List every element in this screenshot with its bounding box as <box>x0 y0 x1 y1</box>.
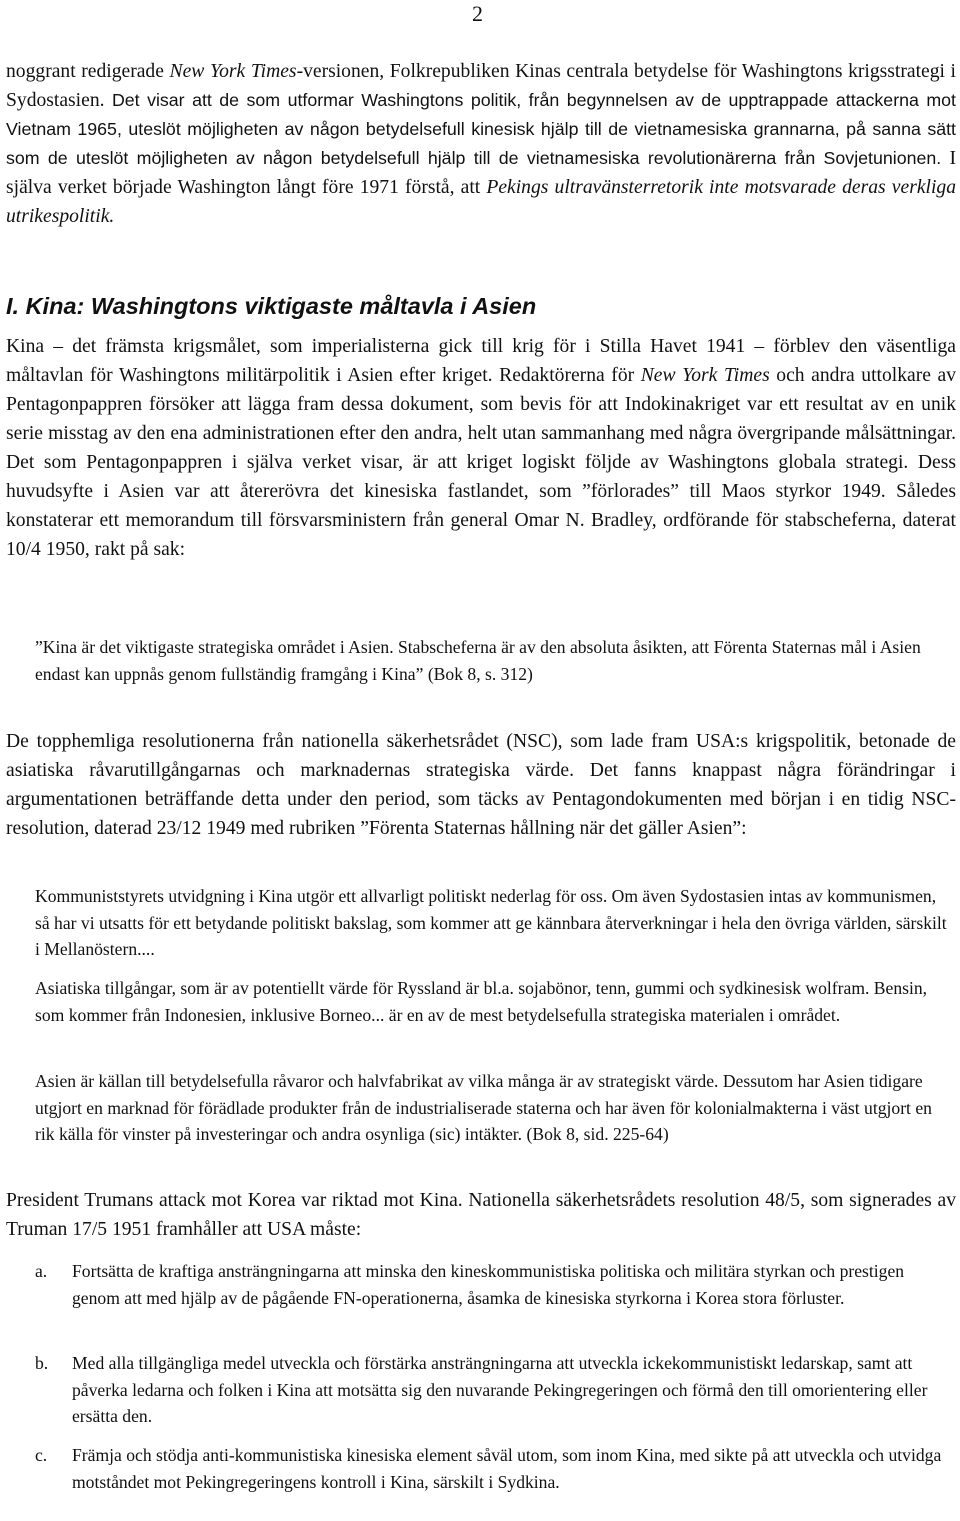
list-item-text: Med alla tillgängliga medel utveckla och förstärka ansträngningarna att utveckla ickekommunistiskt ledarskap, samt att påverka ledarna och folken i Kina att motsätta sig den nuvarande Pekingregeringen och förmå den till omorientering eller ersätta den. <box>72 1353 928 1426</box>
list-item-c <box>35 1442 950 1495</box>
list-item-text: Främja och stödja anti-kommunistiska kinesiska element såväl utom, som inom Kina, med sikte på att utveckla och utvidga motståndet mot Pekingregeringens kontroll i Kina, särskilt i Sydkina. <box>72 1445 942 1492</box>
paragraph-nsc: De topphemliga resolutionerna från nationella säkerhetsrådet (NSC), som lade fram USA:s krigspolitik, betonade de asiatiska råvarutillgångarnas och marknadernas strategiska värde. Det fanns knappast några förändringar i argumentationen beträffande detta under den period, som täcks av Pentagondokumenten med början i en tidig NSC-resolution, daterad 23/12 1949 med rubriken ”Förenta Staternas hållning när det gäller Asien”: <box>6 731 956 839</box>
intro-text-start: noggrant redigerade <box>6 61 170 82</box>
quote-bradley: ”Kina är det viktigaste strategiska området i Asien. Stabscheferna är av den absoluta åsikten, att Förenta Staternas mål i Asien endast kan uppnås genom fullständig framgång i Kina” (Bok 8, s. 312) <box>35 637 921 684</box>
intro-paragraph <box>6 57 956 231</box>
list-marker: c. <box>35 1445 48 1465</box>
paragraph-kina <box>6 332 956 564</box>
quote-nsc-1: Kommuniststyrets utvidgning i Kina utgör ett allvarligt politiskt nederlag för oss. Om även Sydostasien intas av kommunismen, så har vi utsatts för ett betydande politiskt bakslag, som kommer att ge kännbara återverkningar i hela den övriga världen, särskilt i Mellanöstern.... <box>35 886 947 959</box>
list-item-text: Fortsätta de kraftiga ansträngningarna att minska den kineskommunistiska politiska och militära styrkan och prestigen genom att med hjälp av de pågående FN-operationerna, åsamka de kinesiska styrkorna i Korea stora förluster. <box>72 1261 905 1308</box>
list-marker: a. <box>35 1261 48 1281</box>
list-marker: b. <box>35 1353 49 1373</box>
section-heading: I. Kina: Washingtons viktigaste måltavla i Asien <box>6 293 537 319</box>
paragraph-truman: President Trumans attack mot Korea var riktad mot Kina. Nationella säkerhetsrådets resolution 48/5, som signerades av Truman 17/5 1951 framhåller att USA måste: <box>6 1190 956 1240</box>
intro-text-continued: -versionen, Folkrepubliken Kinas centrala betydelse för Washingtons krigsstrategi i Sydostasien. <box>6 61 956 111</box>
quote-nsc-3: Asien är källan till betydelsefulla råvaror och halvfabrikat av vilka många är av strategiskt värde. Dessutom har Asien tidigare utgjort en marknad för förädlade produkter från de industrialiserade staterna och har även för kolonialmakterna i väst utgjort en rik källa för vinster på investeringar och andra osynliga (sic) intäkter. (Bok 8, sid. 225-64) <box>35 1071 932 1144</box>
intro-newspaper-title: New York Times <box>169 61 297 82</box>
list-item-b <box>35 1350 950 1430</box>
intro-sans-text: Det visar att de som utformar Washingtons politik, från begynnelsen av de upptrappade attackerna mot Vietnam 1965, uteslöt möjligheten av någon betydelsefull kinesisk hjälp till de vietnamesiska grannarna, på sanna sätt som de uteslöt möjligheten av någon betydelsefull hjälp till de vietnamesiska revolutionärerna från Sovjetunionen. <box>6 90 956 168</box>
paragraph-kina-text-a: Kina – det främsta krigsmålet, som imperialisterna gick till krig för i Stilla Havet 1941 – förblev den väsentliga måltavlan för Washingtons militärpolitik i Asien efter kriget. Redaktörerna för <box>6 336 956 386</box>
page-number: 2 <box>472 1 483 26</box>
intro-italic-text: Pekings ultravänsterretorik inte motsvarade deras verkliga utrikespolitik. <box>6 177 956 227</box>
paragraph-kina-text-b: och andra uttolkare av Pentagonpappren försöker att lägga fram dessa dokument, som bevis för att Indokinakriget var ett resultat av en unik serie misstag av den ena administrationen efter den andra, helt utan sammanhang med några övergripande målsättningar. Det som Pentagonpappren i själva verket visar, är att kriget logiskt följde av Washingtons globala strategi. Dess huvudsyfte i Asien var att återerövra det kinesiska fastlandet, som ”förlorades” till Maos styrkor 1949. Således konstaterar ett memorandum till försvarsministern från general Omar N. Bradley, ordförande för stabscheferna, daterat 10/4 1950, rakt på sak: <box>6 365 956 560</box>
paragraph-kina-newspaper-title: New York Times <box>640 365 770 386</box>
quote-nsc-2: Asiatiska tillgångar, som är av potentiellt värde för Ryssland är bl.a. sojabönor, tenn, gummi och sydkinesisk wolfram. Bensin, som kommer från Indonesien, inklusive Borneo... är en av de mest betydelsefulla strategiska materialen i området. <box>35 978 928 1025</box>
intro-serif-text: I själva verket började Washington långt före 1971 förstå, att <box>6 148 956 198</box>
list-item-a <box>35 1258 950 1311</box>
